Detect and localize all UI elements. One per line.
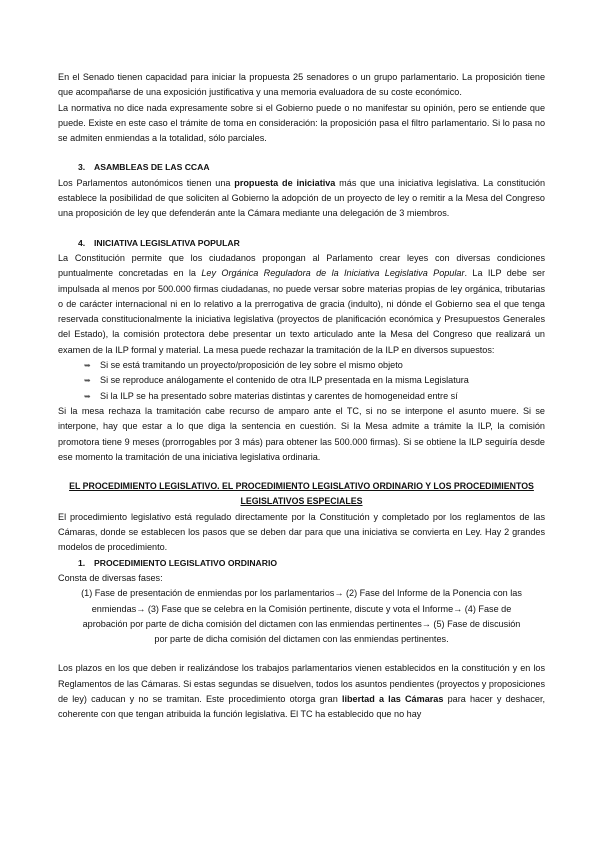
list-item [84, 373, 545, 388]
arrow-bullet-icon: ➥ [84, 361, 91, 371]
subsection-1-heading [78, 556, 545, 571]
section-3-paragraph [58, 176, 545, 222]
section-4-number: 4. [78, 237, 86, 248]
fases-line-3: aprobación por parte de dicha comisión del dictamen con las enmiendas pertinentes→ (5) Fase de discusión [82, 618, 521, 629]
fases-line-4: por parte de dicha comisión del dictamen con las enmiendas pertinentes. [154, 634, 449, 645]
list-item-text: Si se está tramitando un proyecto/proposición de ley sobre el mismo objeto [100, 360, 403, 371]
fases-line-2: enmiendas→ (3) Fase que se celebra en la Comisión pertinente, discute y vota el Informe→ (4) Fase de [91, 603, 512, 614]
arrow-bullet-icon: ➥ [84, 391, 91, 401]
plazos-text-after: para hacer y deshacer, coherente con que tengan atribuida la función legislativa. El TC ha establecido que no hay [58, 693, 546, 720]
section-4-law-title: Ley Orgánica Reguladora de la Iniciativa Legislativa Popular [201, 268, 465, 279]
section-3-heading [78, 160, 545, 175]
procedimiento-intro: El procedimiento legislativo está regulado directamente por la Constitución y completado por los reglamentos de las Cámaras, donde se establecen los pasos que se deben dar para que una iniciativa se convierta en Ley. Hay 2 grandes modelos de procedimiento. [58, 511, 545, 553]
section-4-text-before: La Constitución permite que los ciudadanos propongan al Parlamento crear leyes con diversas condiciones puntualmente concretadas en la [58, 252, 545, 279]
section-3-number: 3. [78, 162, 86, 173]
arrow-bullet-icon: ➥ [84, 376, 91, 386]
fases-block [58, 586, 545, 647]
plazos-text-bold: libertad a las Cámaras [341, 693, 444, 704]
procedimiento-title-line-2: LEGISLATIVOS ESPECIALES [240, 496, 363, 507]
section-4-paragraph [58, 251, 545, 358]
senado-paragraph-1: En el Senado tienen capacidad para iniciar la propuesta 25 senadores o un grupo parlamentario. La proposición tiene que acompañarse de una exposición justificativa y una memoria evaluadora de su coste económico. [58, 72, 545, 98]
list-item [84, 358, 545, 373]
rejection-cases-list [58, 358, 545, 404]
subsection-1-title: PROCEDIMIENTO LEGISLATIVO ORDINARIO [94, 557, 278, 568]
list-item [84, 389, 545, 404]
list-item-text: Si se reproduce análogamente el contenido de otra ILP presentada en la misma Legislatura [100, 375, 469, 386]
section-4-title: INICIATIVA LEGISLATIVA POPULAR [94, 237, 240, 248]
list-item-text: Si la ILP se ha presentado sobre materias distintas y carentes de homogeneidad entre sí [100, 390, 458, 401]
section-3-text-bold: propuesta de iniciativa [234, 177, 336, 188]
senado-paragraph-2: La normativa no dice nada expresamente sobre si el Gobierno puede o no manifestar su opinión, pero se entiende que puede. Existe en este caso el trámite de toma en consideración: la proposición pasa el filtro parlamentario. Si lo pasa no se admiten enmiendas a la totalidad, sólo parciales. [58, 102, 545, 144]
document-body [58, 70, 545, 723]
plazos-text-before: Los plazos en los que deben ir realizándose los trabajos parlamentarios vienen establecidos en la constitución y en los Reglamentos de las Cámaras. Si estas segundas se disuelven, todos los asuntos pendientes (proyectos y proposiciones de ley) caducan y no se tramitan. Este procedimiento otorga gran [58, 663, 545, 704]
plazos-paragraph [58, 661, 545, 722]
section-3-title: ASAMBLEAS DE LAS CCAA [94, 162, 210, 173]
subsection-1-number: 1. [78, 557, 86, 568]
section-3-text-after: más que una iniciativa legislativa. La constitución establece la posibilidad de que soliciten al Gobierno la adopción de un proyecto de ley o remitir a la Mesa del Congreso una proposición de ley que defenderán ante la Cámara mediante una delegación de 3 miembros. [58, 177, 546, 219]
section-4-closing: Si la mesa rechaza la tramitación cabe recurso de amparo ante el TC, si no se interpone el asunto muere. Si se interpone, hay que estar a lo que diga la sentencia en cuestión. Si la Mesa admite a trámite la ILP, la comisión promotora tiene 9 meses (prorrogables por 3 más) para obtener las 500.000 firmas). Si se obtiene la ILP seguiría desde ese momento la tramitación de una iniciativa legislativa ordinaria. [58, 405, 545, 462]
fases-intro: Consta de diversas fases: [58, 572, 163, 583]
section-3-text-before: Los Parlamentos autonómicos tienen una [58, 177, 235, 188]
section-4-text-after: . La ILP debe ser impulsada al menos por 500.000 firmas ciudadanas, no puede versar sobre materias propias de ley orgánica, tributarias o de carácter internacional ni en lo relativo a la prerrogativa de gracia (indulto), ni dónde el Gobierno sea el que tenga reservada constitucionalmente la iniciativa legislativa (proyectos de planificación económica y Presupuestos Generales del Estado), la comisión protectora debe presentar un texto articulado ante la Mesa del Congreso que realizará un examen de la ILP formal y material. La mesa puede rechazar la tramitación de la ILP en diversos supuestos: [58, 268, 545, 355]
procedimiento-title-line-1: EL PROCEDIMIENTO LEGISLATIVO. EL PROCEDIMIENTO LEGISLATIVO ORDINARIO Y LOS PROCEDIMIENTOS [69, 481, 534, 492]
section-4-heading [78, 236, 545, 251]
fases-line-1: (1) Fase de presentación de enmiendas por los parlamentarios→ (2) Fase del Informe de la Ponencia con las [81, 588, 522, 599]
